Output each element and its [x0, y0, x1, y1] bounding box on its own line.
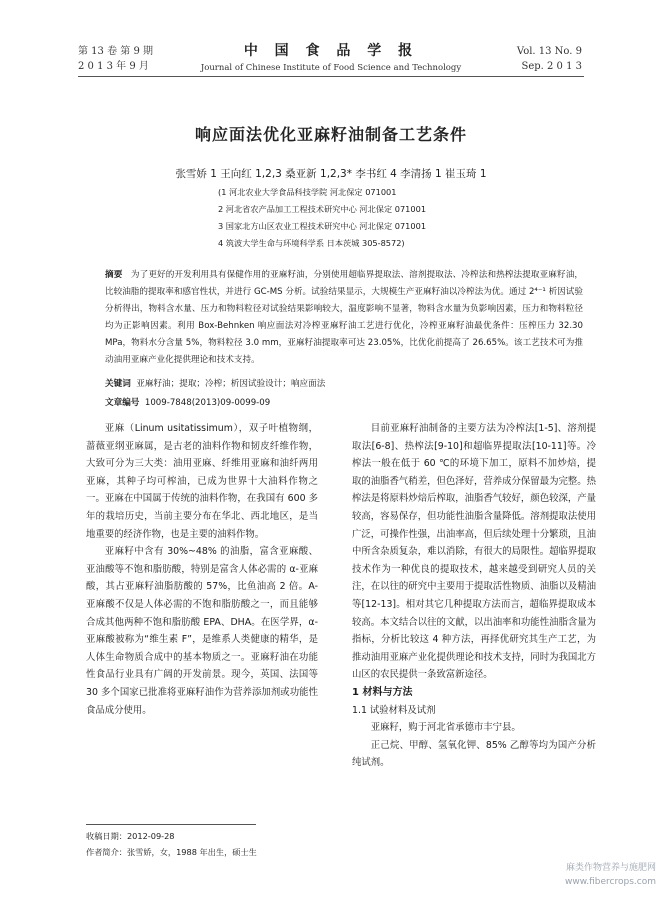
affiliation: (1 河北农业大学食品科技学院 河北保定 071001 — [218, 187, 397, 197]
watermark — [565, 861, 656, 889]
year-month: 2 0 1 3 年 9 月 — [78, 61, 149, 72]
author-list: 张雪娇 1 王向红 1,2,3 桑亚新 1,2,3* 李书红 4 李清扬 1 崔玉琦 1 — [175, 168, 487, 180]
journal-name-en: Journal of Chinese Institute of Food Science and Technology — [200, 63, 462, 73]
received-date: 收稿日期：2012-09-28 — [86, 831, 175, 841]
article-no: 1009-7848(2013)09-0099-09 — [144, 398, 271, 408]
paper-title: 响应面法优化亚麻籽油制备工艺条件 — [194, 125, 467, 144]
section-heading: 1 材料与方法 — [352, 686, 413, 698]
footnote-rule — [86, 824, 256, 825]
watermark-line: www.fibercrops.com — [565, 877, 656, 887]
right-column — [352, 420, 596, 772]
left-column — [86, 420, 318, 719]
volume-issue: 第 13 卷 第 9 期 — [78, 46, 153, 57]
abstract-text: 为了更好的开发利用具有保健作用的亚麻籽油，分别使用超临界提取法、溶剂提取法、冷榨法和热榨法提取亚麻籽油，比较油脂的提取率和感官性状，并进行 GC-MS 分析。试验结果显示，大规模生产亚麻籽油以冷榨法为优。通过 2⁴⁻¹ 析因试验分析得出，物料含水量、压力和物料粒径对试验结果影响较大，温度影响不显著，物料含水量为负影响因素，压力和物料粒径均为正影响因素。利用 Box-Behnken 响应面法对冷榨亚麻籽油工艺进行优化，冷榨亚麻籽油最优条件：压榨压力 32.30 MPa，物料水分含量 5%，物料粒径 3.0 mm，亚麻籽油提取率可达 23.05%，比优化前提高了 26.65%。该工艺技术可为推动油用亚麻产业化提供理论和技术支持。 — [105, 270, 583, 365]
article-no-label: 文章编号 — [105, 398, 140, 408]
body-paragraph: 亚麻籽，购于河北省承德市丰宁县。 — [370, 722, 521, 734]
body-paragraph: 亚麻籽中含有 30%~48% 的油脂，富含亚麻酸、亚油酸等不饱和脂肪酸，特别是富含人体必需的 α-亚麻酸，其占亚麻籽油脂肪酸的 57%，比鱼油高 2 倍。A-亚麻酸不仅是人体必需的不饱和脂肪酸之一，而且能够合成其他两种不饱和脂肪酸 EPA、DHA。在医学界，α-亚麻酸被称为“维生素 F”，是维系人类健康的精华，是人体生命物质合成中的基本物质之一。亚麻籽油在功能性食品行业具有广阔的开发前景。现今，英国、法国等 30 多个国家已批准将亚麻籽油作为营养添加剂或功能性食品成分使用。 — [86, 546, 318, 716]
abstract — [105, 267, 583, 369]
body-paragraph: 目前亚麻籽油制备的主要方法为冷榨法[1-5]、溶剂提取法[6-8]、热榨法[9-10]和超临界提取法[10-11]等。冷榨法一般在低于 60 ℃的环境下加工，原料不加炒焙，提取的油脂香气稍差，但色泽好，营养成分保留最为完整。热榨法是将原料炒焙后榨取，油脂香气较好，颜色较深，产量较高，容易保存，但功能性油脂含量降低。溶剂提取法使用广泛，可操作性强，出油率高，但后续处理十分繁琐，且油中所含杂质复杂，难以消除，有很大的局限性。超临界提取技术作为一种优良的提取技术，越来越受到研究人员的关注，在以往的研究中主要用于提取活性物质、油脂以及精油等[12-13]。相对其它几种提取方法而言，超临界提取成本较高。本文结合以往的文献，以出油率和功能性油脂含量为指标，分析比较这 4 种方法，再择优研究其生产工艺，为推动油用亚麻产业化提供理论和技术支持，同时为我国北方山区的农民提供一条致富新途径。 — [352, 423, 596, 681]
footnote — [86, 828, 257, 860]
keywords-block — [105, 375, 325, 413]
volume-en: Vol. 13 No. 9 — [516, 46, 582, 57]
body-paragraph: 正己烷、甲醇、氢氧化钾、85% 乙醇等均为国产分析纯试剂。 — [352, 739, 596, 769]
affiliation: 3 国家北方山区农业工程技术研究中心 河北保定 071001 — [218, 221, 427, 231]
journal-name-cn: 中 国 食 品 学 报 — [243, 43, 419, 59]
affiliations — [218, 184, 426, 252]
keywords-text: 亚麻籽油；提取；冷榨；析因试验设计；响应面法 — [136, 379, 326, 389]
header-rule — [78, 76, 584, 77]
watermark-line: 麻类作物营养与施肥网 — [565, 863, 656, 873]
header-volume-en — [517, 44, 582, 74]
affiliation: 2 河北省农产品加工工程技术研究中心 河北保定 071001 — [218, 204, 427, 214]
abstract-label: 摘要 — [105, 270, 123, 280]
date-en: Sep. 2 0 1 3 — [521, 61, 582, 72]
subsection-heading: 1.1 试验材料及试剂 — [352, 704, 436, 716]
body-paragraph: 亚麻（Linum usitatissimum），双子叶植物纲，蔷薇亚纲亚麻属，是古老的油料作物和韧皮纤维作物，大致可分为三大类：油用亚麻、纤维用亚麻和油纤两用亚麻，其种子均可榨油，已成为世界十大油料作物之一。亚麻在中国属于传统的油料作物，在我国有 600 多年的栽培历史，当前主要分布在华北、西北地区，是当地重要的经济作物，也是主要的油料作物。 — [86, 423, 318, 540]
keywords-label: 关键词 — [105, 379, 131, 389]
author-bio: 作者简介：张雪娇，女，1988 年出生，硕士生 — [86, 847, 257, 857]
affiliation: 4 筑波大学生命与环境科学系 日本茨城 305-8572) — [218, 238, 405, 248]
